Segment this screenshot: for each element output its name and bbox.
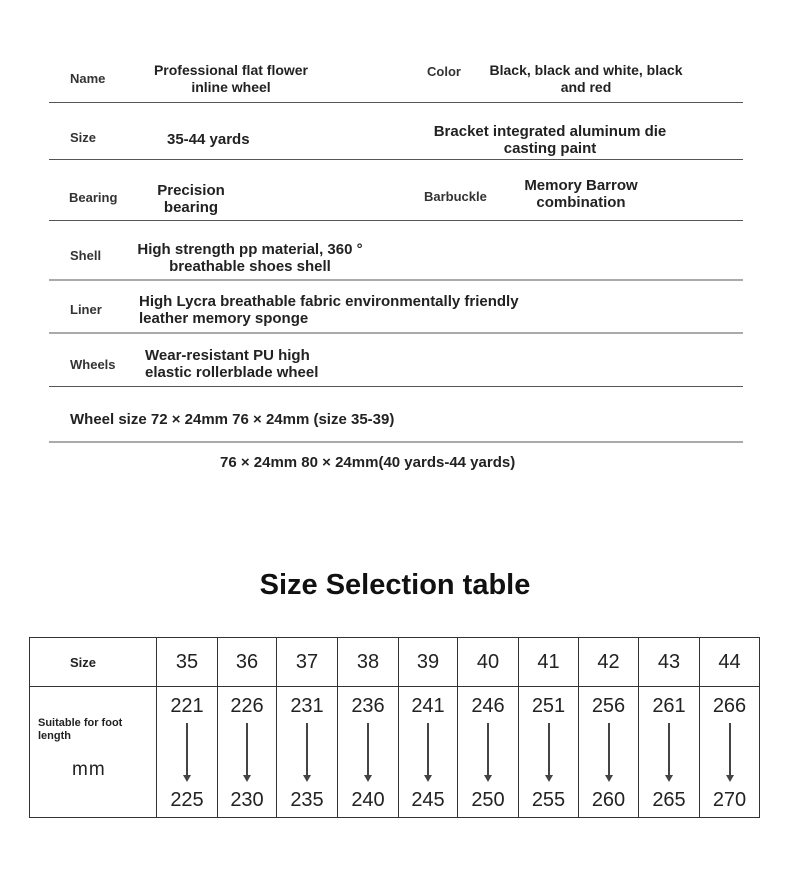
arrow-head-icon [303,775,311,782]
arrow-head-icon [484,775,492,782]
arrow-down-icon [186,723,188,775]
range-from: 226 [230,695,264,717]
range-to: 245 [411,789,445,811]
foot-range-cell [579,687,639,818]
size-selection-table [29,637,760,818]
arrow-down-icon [367,723,369,775]
arrow-down-icon [246,723,248,775]
foot-length-row [30,687,760,818]
foot-range-cell [218,687,277,818]
range-from: 261 [652,695,686,717]
arrow-down-icon [306,723,308,775]
foot-range-cell [277,687,338,818]
range-to: 240 [351,789,385,811]
arrow-down-icon [548,723,550,775]
foot-range-cell [700,687,760,818]
arrow-head-icon [424,775,432,782]
arrow-head-icon [665,775,673,782]
size-cell: 36 [218,638,277,687]
row-divider [49,441,743,443]
range-from: 246 [471,695,505,717]
foot-length-label-cell [30,687,157,818]
spec-label-size: Size [70,130,97,145]
arrow-head-icon [726,775,734,782]
spec-value-name: Professional flat flower inline wheel [153,62,309,95]
size-cell: 41 [519,638,579,687]
arrow-down-icon [608,723,610,775]
range-to: 230 [230,789,264,811]
row-divider [49,102,743,103]
spec-wheel-size-line1: Wheel size 72 × 24mm 76 × 24mm (size 35-39) [70,411,395,428]
size-cell: 37 [277,638,338,687]
arrow-head-icon [364,775,372,782]
range-to: 235 [290,789,324,811]
size-header-row [30,638,760,687]
size-cell: 42 [579,638,639,687]
foot-length-label: Suitable for foot length [38,717,123,742]
row-divider [49,159,743,160]
range-to: 270 [712,789,747,811]
size-cell: 40 [458,638,519,687]
spec-label-wheels: Wheels [70,357,116,372]
spec-label-shell: Shell [70,248,102,263]
foot-length-unit: mm [72,759,106,780]
spec-value-color: Black, black and white, black and red [489,62,683,95]
foot-range-cell [399,687,458,818]
foot-range-cell [157,687,218,818]
arrow-head-icon [605,775,613,782]
range-to: 225 [170,789,204,811]
row-divider [49,220,743,221]
range-from: 236 [351,695,385,717]
range-to: 255 [531,789,566,811]
arrow-down-icon [487,723,489,775]
row-divider [49,386,743,387]
foot-range-cell [519,687,579,818]
spec-wheel-size-line2: 76 × 24mm 80 × 24mm(40 yards-44 yards) [220,454,516,471]
spec-value-size: 35-44 yards [167,131,250,148]
spec-value-wheels: Wear-resistant PU high elastic rollerblade wheel [145,347,319,381]
foot-range-cell [338,687,399,818]
spec-value-bracket: Bracket integrated aluminum die casting paint [433,123,667,157]
spec-label-liner: Liner [70,302,102,317]
range-from: 266 [712,695,747,717]
spec-label-name: Name [70,71,106,86]
size-cell: 39 [399,638,458,687]
size-cell: 44 [700,638,760,687]
size-cell: 38 [338,638,399,687]
arrow-down-icon [729,723,731,775]
size-header-label: Size [30,638,157,687]
spec-label-bearing: Bearing [69,190,118,205]
foot-range-cell [458,687,519,818]
arrow-down-icon [427,723,429,775]
spec-value-shell: High strength pp material, 360 ° breathable shoes shell [137,241,363,275]
range-from: 221 [170,695,204,717]
spec-label-color: Color [427,64,461,79]
size-table-title: Size Selection table [259,569,531,601]
spec-value-barbuckle: Memory Barrow combination [524,177,638,211]
spec-value-liner: High Lycra breathable fabric environmentally friendly leather memory sponge [139,293,519,327]
row-divider [49,332,743,334]
spec-value-bearing: Precision bearing [157,182,225,216]
range-from: 256 [591,695,626,717]
size-cell: 35 [157,638,218,687]
range-to: 260 [591,789,626,811]
range-from: 251 [531,695,566,717]
size-cell: 43 [639,638,700,687]
row-divider [49,279,743,281]
range-from: 231 [290,695,324,717]
foot-range-cell [639,687,700,818]
range-to: 250 [471,789,505,811]
arrow-head-icon [545,775,553,782]
range-to: 265 [652,789,686,811]
arrow-down-icon [668,723,670,775]
spec-label-barbuckle: Barbuckle [424,189,487,204]
arrow-head-icon [243,775,251,782]
range-from: 241 [411,695,445,717]
arrow-head-icon [183,775,191,782]
